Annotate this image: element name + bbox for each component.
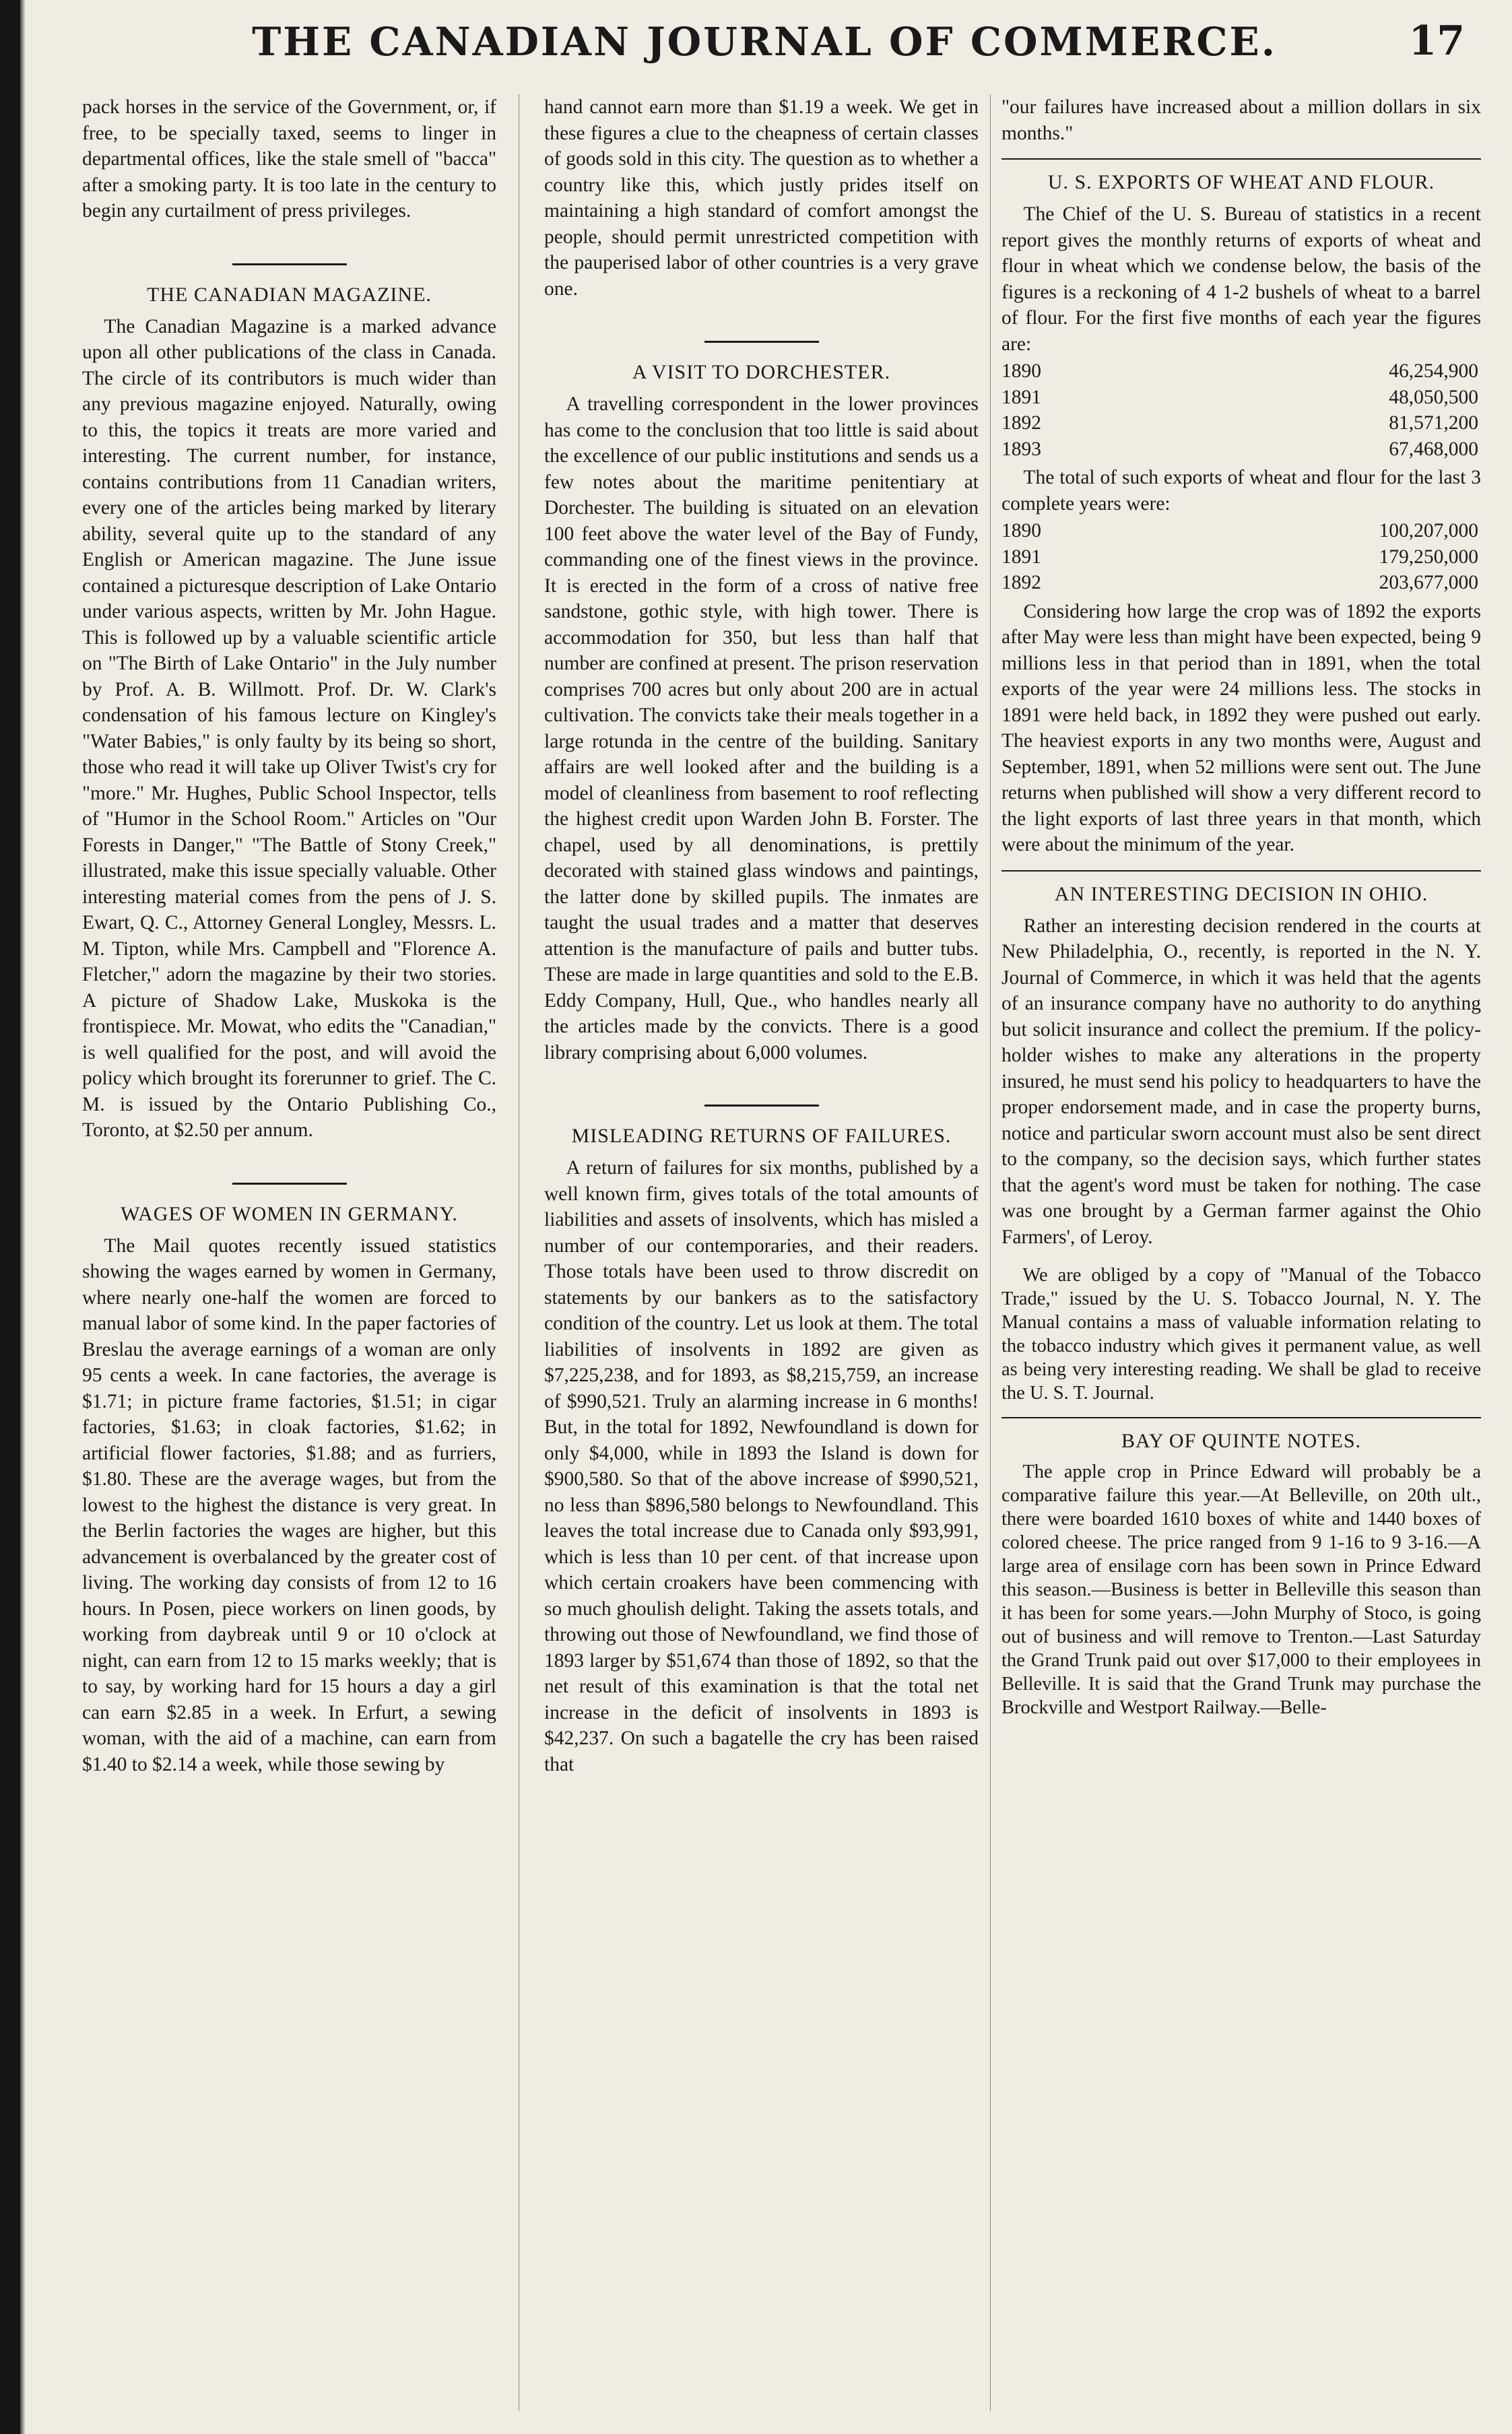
column-left [82,94,496,2411]
table-value: 100,207,000 [1379,520,1478,541]
table-value: 67,468,000 [1389,438,1478,460]
table-value: 179,250,000 [1379,546,1478,568]
section-rule [1001,1417,1481,1418]
section-rule [1001,870,1481,871]
article-paragraph: The apple crop in Prince Edward will probably be a comparative failure this year.—At Belleville, on 20th ult., there were boarded 1610 boxes of white and 1440 boxes of colored cheese. The price ranged from 9 1-16 to 9 3-16.—A large area of ensilage corn has been sown in Prince Edward this season.—Business is better in Belleville this season than it has been for some years.—John Murphy of Stoco, is going out of business and will remove to Trenton.—Last Saturday the Grand Trunk paid out over $17,000 to their employees in Belleville. It is said that the Grand Trunk may purchase the Brockville and Westport Railway.—Belle- [1001,1461,1481,1718]
table-year: 1891 [1001,546,1041,568]
wheat-exports-annual-table [1001,518,1481,596]
section-title-failures: MISLEADING RETURNS OF FAILURES. [571,1125,952,1147]
table-year: 1891 [1001,386,1041,408]
article-paragraph: The Canadian Magazine is a marked advance upon all other publications of the class in Canada. The circle of its contributors is much wider than any previous magazine enjoyed. Naturally, owing to this, the topics it treats are more varied and interesting. The current number, for instance, contains contributions from 11 Canadian writers, every one of the articles being marked by literary ability, several quite up to the standard of any English or American magazine. The June issue contained a picturesque description of Lake Ontario under various aspects, written by Mr. John Hague. This is followed up by a valuable scientific article on "The Birth of Lake Ontario" in the July number by Prof. A. B. Willmott. Prof. Dr. W. Clark's condensation of his famous lecture on Kingley's "Water Babies," is only faulty by its being so short, those who read it will take up Oliver Twist's cry for "more." Mr. Hughes, Public School Inspector, tells of "Humor in the School Room." Articles on "Our Forests in Danger," "The Battle of Stony Creek," illustrated, make this issue specially valuable. Other interesting material comes from the pens of J. S. Ewart, Q. C., Attorney General Longley, Messrs. L. M. Tipton, while Mrs. Campbell and "Florence A. Fletcher," adorn the magazine by their two stories. A picture of Shadow Lake, Muskoka is the frontispiece. Mr. Mowat, who edits the "Canadian," is well qualified for the post, and will avoid the policy which brought its forerunner to grief. The C. M. is issued by the Ontario Publishing Co., Toronto, at $2.50 per annum. [82,315,496,1141]
table-row [1001,358,1481,385]
table-year: 1890 [1001,520,1041,541]
section-rule [232,263,347,265]
section-title-wages: WAGES OF WOMEN IN GERMANY. [121,1202,458,1225]
table-value: 203,677,000 [1379,572,1478,593]
article-paragraph: Considering how large the crop was of 1892 the exports after May were less than might have been expected, being 9 millions less in that period than in 1891, when the total exports of the year were 24 millions less. The stocks in 1891 were held back, in 1892 they were pushed out early. The heaviest exports in any two months were, August and September, 1891, when 52 millions were sent out. The June returns when published will show a very different record to the light exports of last three years in that month, which were about the minimum of the year. [1001,600,1481,855]
section-rule [704,1105,819,1107]
table-row [1001,518,1481,544]
table-row [1001,570,1481,596]
book-binding-edge [0,0,20,2434]
table-year: 1893 [1001,438,1041,460]
masthead [54,12,1475,83]
table-year: 1890 [1001,360,1041,382]
section-rule [704,341,819,343]
column-divider [990,94,991,2411]
column-right [1001,94,1481,2411]
journal-title: THE CANADIAN JOURNAL OF COMMERCE. [252,19,1277,65]
section-title-canadian-magazine: THE CANADIAN MAGAZINE. [147,283,432,306]
article-paragraph: Rather an interesting decision rendered in the courts at New Philadelphia, O., recently, is reported in the N. Y. Journal of Commerce, in which it was held that the agents of an insurance company have no authority to do anything but solicit insurance and collect the premium. If the policy-holder wishes to make any alterations in the property insured, he must send his policy to headquarters to have the proper endorsement made, and in case the property burns, notice and particular sworn account must also be sent direct to the company, so the decision says, which further states that the agent's word must be taken for nothing. The case was one brought by a German farmer against the Ohio Farmers', of Leroy. [1001,915,1481,1248]
table-row [1001,385,1481,411]
continued-paragraph: pack horses in the service of the Government, or, if free, to be specially taxed, seems to linger in departmental offices, like the stale smell of "bacca" after a smoking party. It is too late in the century to begin any curtailment of press privileges. [82,96,496,222]
section-title-ohio: AN INTERESTING DECISION IN OHIO. [1054,882,1428,905]
table-value: 46,254,900 [1389,360,1478,382]
binding-shadow [20,0,26,2434]
table-row [1001,410,1481,436]
table-row [1001,544,1481,570]
section-title-wheat: U. S. EXPORTS OF WHEAT AND FLOUR. [1047,171,1435,193]
table-year: 1892 [1001,412,1041,434]
table-row [1001,436,1481,463]
section-title-quinte: BAY OF QUINTE NOTES. [1121,1430,1362,1452]
column-middle [544,94,979,2411]
continued-paragraph: "our failures have increased about a million dollars in six months." [1001,96,1481,144]
table-year: 1892 [1001,572,1041,593]
article-paragraph: A return of failures for six months, published by a well known firm, gives totals of the total amounts of liabilities and assets of insolvents, which has misled a number of our contemporaries, and their readers. Those totals have been used to throw discredit on statements by our bankers as to the satisfactory condition of the country. Let us look at them. The total liabilities of insolvents in 1892 are given as $7,225,238, and for 1893, as $8,215,759, an increase of $990,521. Truly an alarming increase in 6 months! But, in the total for 1892, Newfoundland is down for only $4,000, while in 1893 the Island is down for $900,580. So that of the above increase of $990,521, no less than $896,580 belongs to Newfoundland. This leaves the total increase due to Canada only $93,991, which is less than 10 per cent. of that increase upon which certain croakers have been commencing with so much ghoulish delight. Taking the assets totals, and throwing out those of Newfoundland, we find those of 1893 larger by $51,674 than those of 1892, so that the net result of this examination is that the total net increase in the deficit of insolvents in 1893 is $42,237. On such a bagatelle the cry has been raised that [544,1157,979,1775]
section-rule [1001,158,1481,160]
section-title-dorchester: A VISIT TO DORCHESTER. [632,361,891,383]
page-number: 17 [1408,18,1465,65]
article-paragraph: The total of such exports of wheat and flour for the last 3 complete years were: [1001,467,1481,515]
section-rule [232,1183,347,1185]
spacer [1001,1250,1481,1263]
tobacco-notice-paragraph: We are obliged by a copy of "Manual of the Tobacco Trade," issued by the U. S. Tobacco Journal, N. Y. The Manual contains a mass of valuable information relating to the tobacco industry which gives it permanent value, as well as being very interesting reading. We shall be glad to receive the U. S. T. Journal. [1001,1265,1481,1404]
article-paragraph: The Chief of the U. S. Bureau of statistics in a recent report gives the monthly returns of exports of wheat and flour in wheat which we condense below, the basis of the figures is a reckoning of 4 1-2 bushels of wheat to a barrel of flour. For the first five months of each year the figures are: [1001,203,1481,355]
article-paragraph: A travelling correspondent in the lower provinces has come to the conclusion that too little is said about the excellence of our public institutions and sends us a few notes about the maritime penitentiary at Dorchester. The building is situated on an elevation 100 feet above the water level of the Bay of Fundy, commanding one of the finest views in the province. It is erected in the form of a cross of native free sandstone, gothic style, with high tower. There is accommodation for 350, but less than half that number are confined at present. The prison reservation comprises 700 acres but only about 200 are in actual cultivation. The convicts take their meals together in a large rotunda in the centre of the building. Sanitary affairs are well looked after and the building is a model of cleanliness from basement to roof reflecting the highest credit upon Warden John B. Forster. The chapel, used by all denominations, is prettily decorated with stained glass windows and paintings, the latter done by skilled pupils. The inmates are taught the usual trades and a matter that deserves attention is the manufacture of pails and butter tubs. These are made in large quantities and sold to the E.B. Eddy Company, Hull, Que., who handles nearly all the articles made by the convicts. There is a good library comprising about 6,000 volumes. [544,393,979,1063]
table-value: 81,571,200 [1389,412,1478,434]
article-paragraph: The Mail quotes recently issued statistics showing the wages earned by women in Germany, where nearly one-half the women are forced to manual labor of some kind. In the paper factories of Breslau the average earnings of a woman are only 95 cents a week. In cane factories, the average is $1.71; in picture frame factories, $1.51; in cigar factories, $1.63; in cloak factories, $1.62; in artificial flower factories, $1.88; and as furriers, $1.80. These are the average wages, but from the lowest to the highest the distance is very great. In the Berlin factories the wages are higher, but this advancement is overbalanced by the greater cost of living. The working day consists of from 12 to 16 hours. In Posen, piece workers on linen goods, by working from daybreak until 9 or 10 o'clock at night, can earn from 12 to 15 marks weekly; that is to say, by working hard for 15 hours a day a girl can earn $2.85 in a week. In Erfurt, a sewing woman, with the aid of a machine, can earn from $1.40 to $2.14 a week, while those sewing by [82,1235,496,1775]
table-value: 48,050,500 [1389,386,1478,408]
wheat-exports-five-months-table [1001,358,1481,462]
continued-paragraph: hand cannot earn more than $1.19 a week. We get in these figures a clue to the cheapness of certain classes of goods sold in this city. The question as to whether a country like this, which justly prides itself on maintaining a high standard of comfort amongst the people, should permit unrestricted competition with the pauperised labor of other countries is a very grave one. [544,96,979,300]
